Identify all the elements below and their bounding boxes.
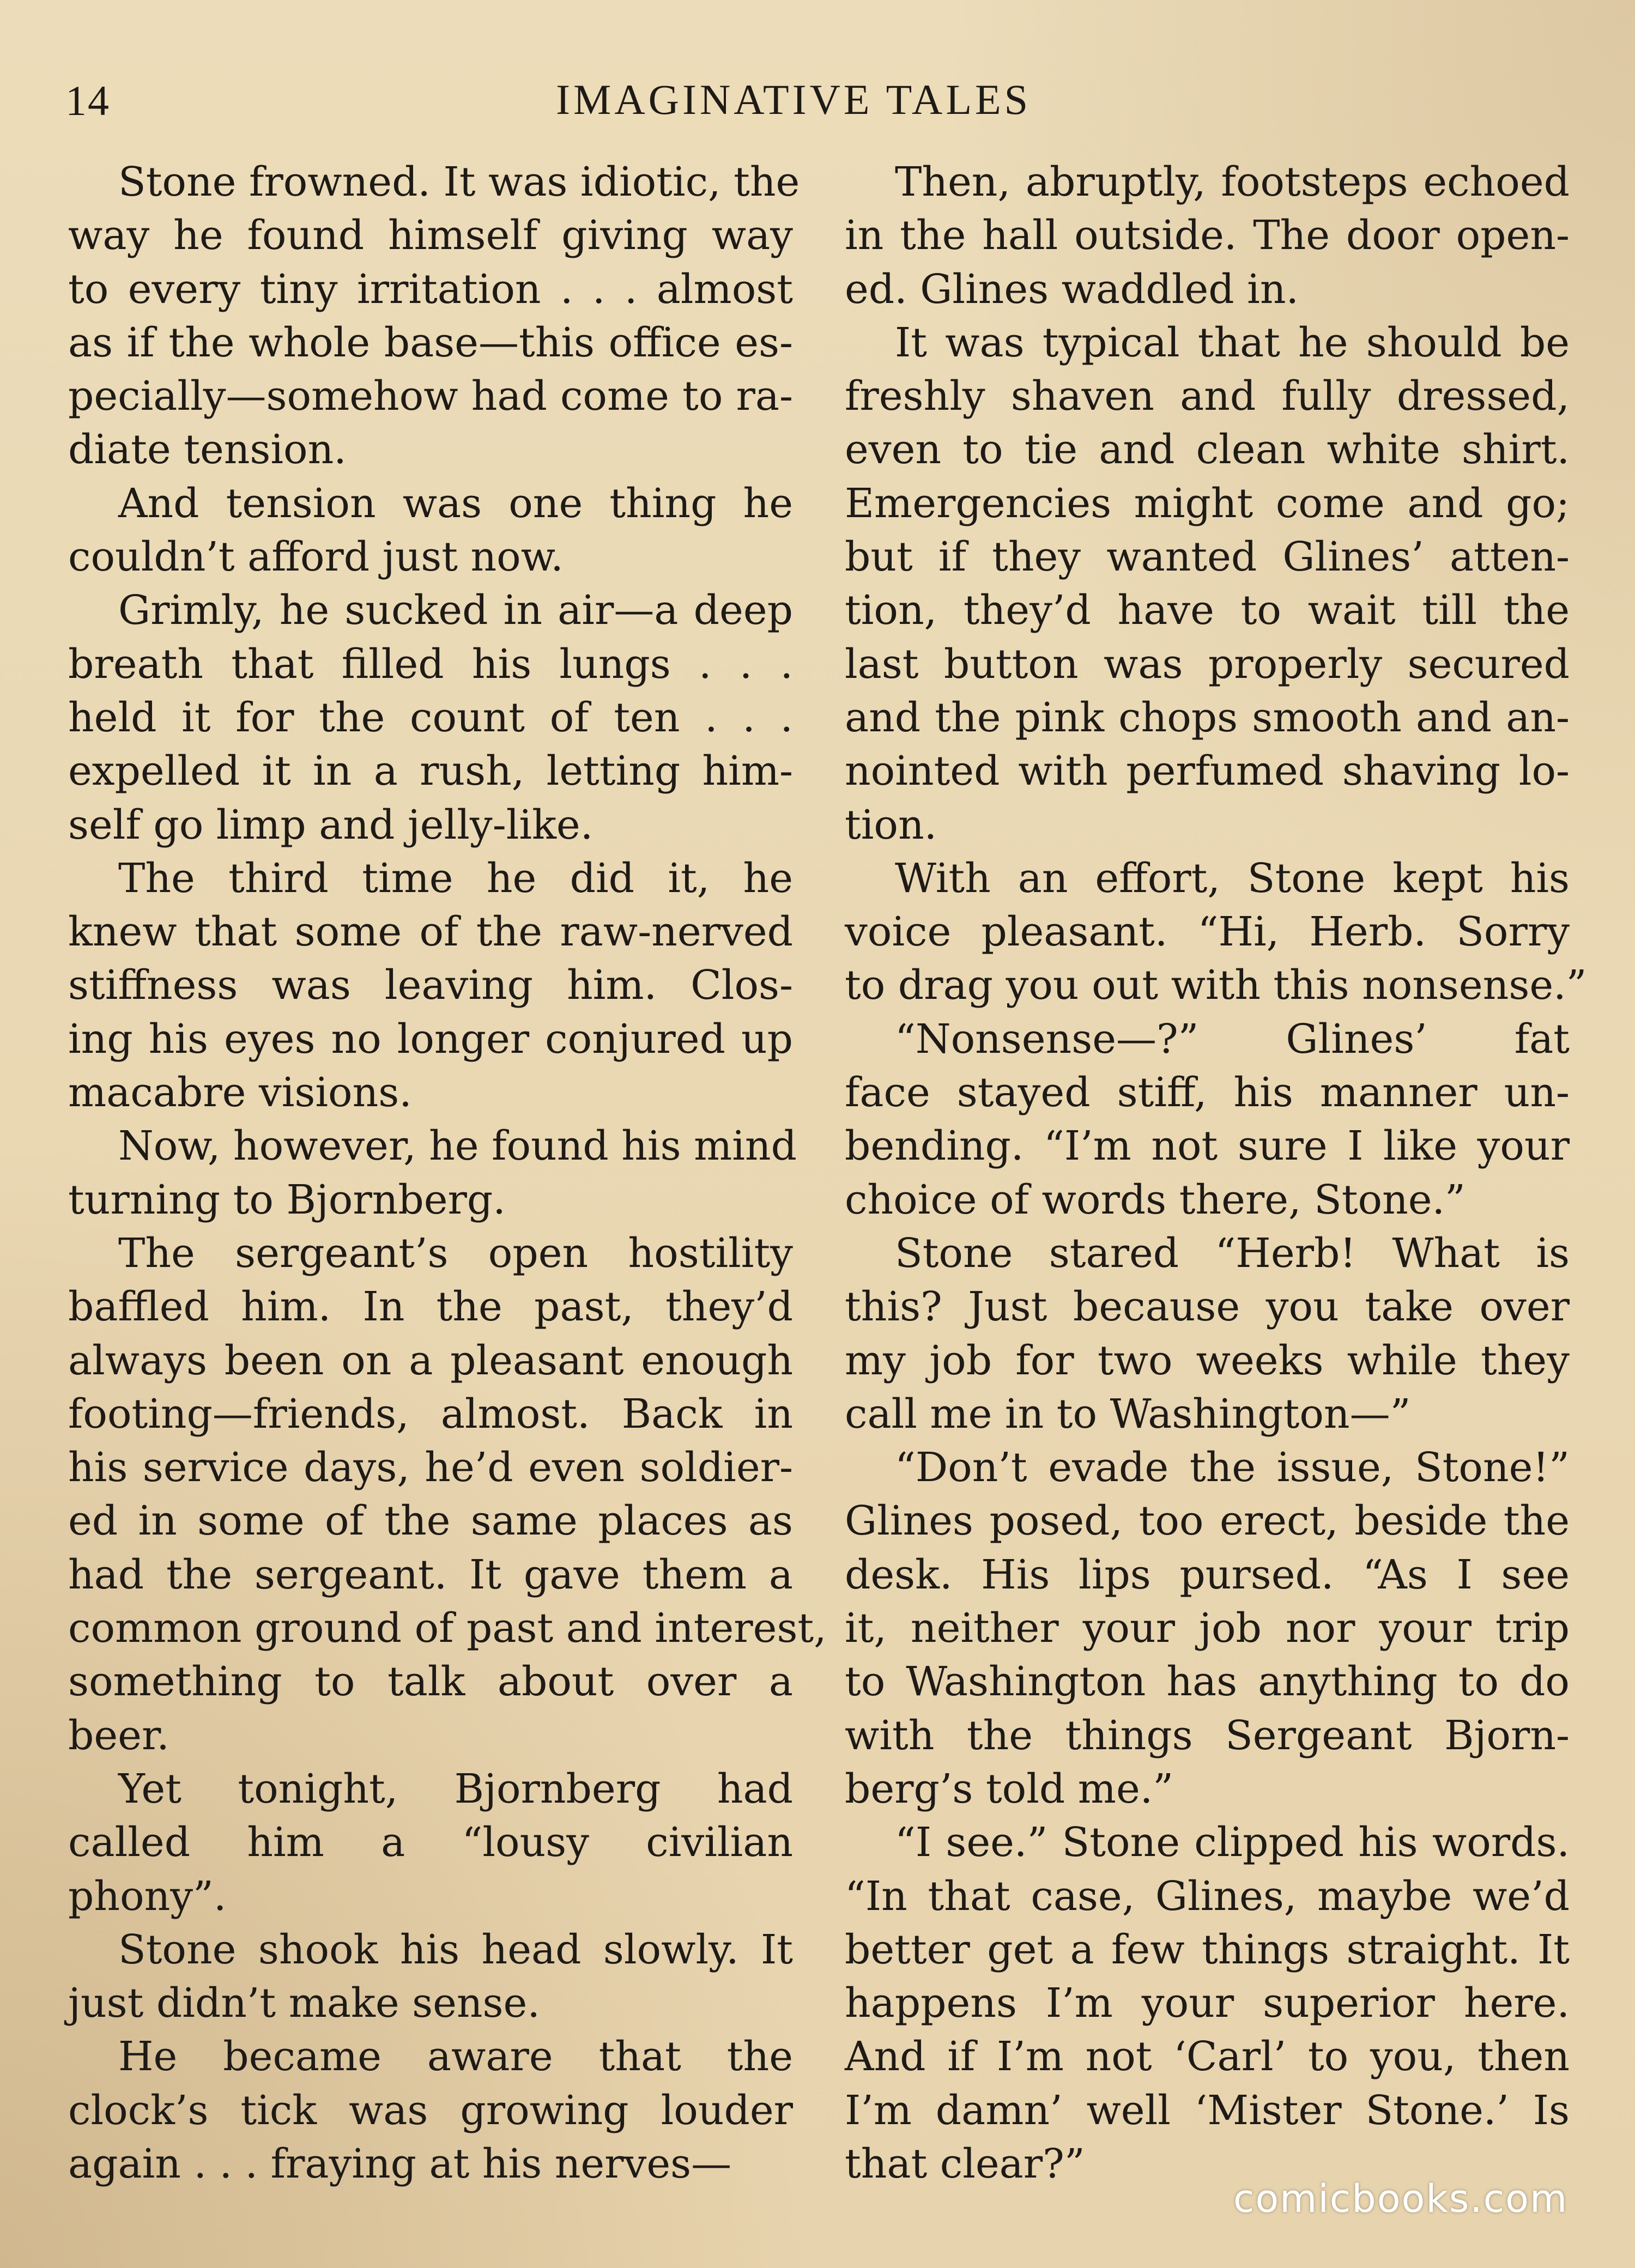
text-line: couldn’t afford just now.: [68, 533, 564, 581]
text-line: “I see.” Stone clipped his words.: [895, 1819, 1570, 1866]
text-line: self go limp and jelly-like.: [68, 801, 594, 848]
text-line: way he found himself giving way: [68, 212, 793, 259]
text-line: something to talk about over a: [68, 1658, 793, 1706]
text-line: with the things Sergeant Bjorn-: [845, 1712, 1570, 1759]
text-line: Now, however, he found his mind: [118, 1123, 797, 1170]
text-line: just didn’t make sense.: [68, 1980, 540, 2027]
text-line: ing his eyes no longer conjured up: [68, 1015, 793, 1063]
paragraph: [845, 1227, 1570, 1441]
text-line: baffled him. In the past, they’d: [68, 1283, 793, 1331]
text-line: “In that case, Glines, maybe we’d: [845, 1872, 1570, 1920]
paragraph: [845, 316, 1570, 852]
running-head: IMAGINATIVE TALES: [556, 76, 1032, 123]
text-line: ed. Glines waddled in.: [845, 265, 1299, 313]
text-line: I’m damn’ well ‘Mister Stone.’ Is: [845, 2087, 1570, 2134]
text-line: macabre visions.: [68, 1069, 412, 1117]
text-line: Stone stared “Herb! What is: [895, 1229, 1570, 1277]
page-number: 14: [65, 77, 110, 124]
text-line: Stone shook his head slowly. It: [118, 1926, 793, 1973]
paragraph: [845, 1816, 1570, 2191]
text-line: expelled it in a rush, letting him-: [68, 748, 793, 795]
text-line: Glines posed, too erect, beside the: [845, 1497, 1570, 1545]
text-line: beer.: [68, 1712, 169, 1759]
text-line: breath that filled his lungs . . .: [68, 640, 793, 688]
text-line: last button was properly secured: [845, 640, 1570, 688]
text-line: phony”.: [68, 1872, 227, 1920]
text-column-right: [845, 155, 1587, 2191]
text-line: this? Just because you take over: [845, 1283, 1570, 1331]
text-line: called him a “lousy civilian: [68, 1819, 793, 1866]
text-line: stiffness was leaving him. Clos-: [68, 962, 793, 1009]
text-line: clock’s tick was growing louder: [68, 2087, 793, 2134]
text-line: diate tension.: [68, 426, 347, 474]
text-line: his service days, he’d even soldier-: [68, 1444, 793, 1491]
page-header: [0, 65, 1635, 131]
paragraph: [845, 852, 1587, 1012]
text-line: common ground of past and interest,: [68, 1605, 827, 1652]
text-line: pecially—somehow had come to ra-: [68, 373, 793, 420]
text-line: as if the whole base—this office es-: [68, 319, 793, 366]
text-line: “Nonsense—?” Glines’ fat: [895, 1015, 1570, 1063]
text-line: but if they wanted Glines’ atten-: [845, 533, 1570, 581]
text-line: It was typical that he should be: [895, 319, 1570, 366]
watermark-logo: comicbooks.com: [1233, 2176, 1569, 2221]
text-line: The sergeant’s open hostility: [118, 1229, 793, 1277]
text-line: voice pleasant. “Hi, Herb. Sorry: [845, 908, 1570, 956]
text-line: Grimly, he sucked in air—a deep: [118, 587, 793, 634]
text-line: tion, they’d have to wait till the: [845, 587, 1570, 634]
paragraph: [68, 1119, 797, 1227]
text-line: better get a few things straight. It: [845, 1926, 1570, 1973]
text-line: to every tiny irritation . . . almost: [68, 265, 793, 313]
text-line: to Washington has anything to do: [845, 1658, 1570, 1706]
text-line: desk. His lips pursed. “As I see: [845, 1551, 1570, 1598]
text-line: my job for two weeks while they: [845, 1337, 1570, 1384]
text-line: Yet tonight, Bjornberg had: [118, 1765, 793, 1812]
text-line: Stone frowned. It was idiotic, the: [118, 159, 800, 205]
text-line: and the pink chops smooth and an-: [845, 694, 1570, 741]
text-line: Then, abruptly, footsteps echoed: [895, 159, 1570, 205]
text-line: berg’s told me.”: [845, 1765, 1174, 1812]
text-line: nointed with perfumed shaving lo-: [845, 748, 1570, 795]
text-line: always been on a pleasant enough: [68, 1337, 793, 1384]
paragraph: [845, 1012, 1570, 1227]
text-line: that clear?”: [845, 2140, 1085, 2187]
text-line: even to tie and clean white shirt.: [845, 426, 1570, 474]
text-line: call me in to Washington—”: [845, 1390, 1411, 1438]
paragraph: [68, 2030, 793, 2191]
text-line: again . . . fraying at his nerves—: [68, 2140, 732, 2187]
text-line: And tension was one thing he: [118, 480, 793, 527]
text-line: turning to Bjornberg.: [68, 1176, 506, 1223]
text-line: Emergencies might come and go;: [845, 480, 1570, 527]
text-line: “Don’t evade the issue, Stone!”: [895, 1444, 1570, 1491]
paragraph: [845, 155, 1570, 316]
text-line: And if I’m not ‘Carl’ to you, then: [845, 2033, 1570, 2081]
paragraph: [68, 852, 793, 1119]
paragraph: [68, 155, 800, 477]
paragraph: [68, 1227, 827, 1762]
text-line: knew that some of the raw-nerved: [68, 908, 793, 956]
text-line: freshly shaven and fully dressed,: [845, 373, 1570, 420]
text-line: The third time he did it, he: [118, 854, 793, 902]
text-line: face stayed stiff, his manner un-: [845, 1069, 1570, 1117]
text-line: He became aware that the: [118, 2033, 793, 2081]
text-line: had the sergeant. It gave them a: [68, 1551, 793, 1598]
text-line: happens I’m your superior here.: [845, 1980, 1570, 2027]
text-line: bending. “I’m not sure I like your: [845, 1123, 1570, 1170]
text-column-left: [68, 155, 827, 2191]
text-line: held it for the count of ten . . .: [68, 694, 793, 741]
paragraph: [68, 1762, 793, 1923]
paragraph: [68, 584, 793, 851]
text-line: in the hall outside. The door open-: [845, 212, 1570, 259]
paragraph: [845, 1441, 1570, 1816]
text-line: choice of words there, Stone.”: [845, 1176, 1466, 1223]
text-line: ed in some of the same places as: [68, 1497, 793, 1545]
text-line: footing—friends, almost. Back in: [68, 1390, 793, 1438]
text-line: to drag you out with this nonsense.”: [845, 962, 1587, 1009]
paragraph: [68, 1923, 793, 2030]
paragraph: [68, 477, 793, 584]
text-line: it, neither your job nor your trip: [845, 1605, 1570, 1652]
text-line: tion.: [845, 801, 937, 848]
text-line: With an effort, Stone kept his: [895, 854, 1570, 902]
